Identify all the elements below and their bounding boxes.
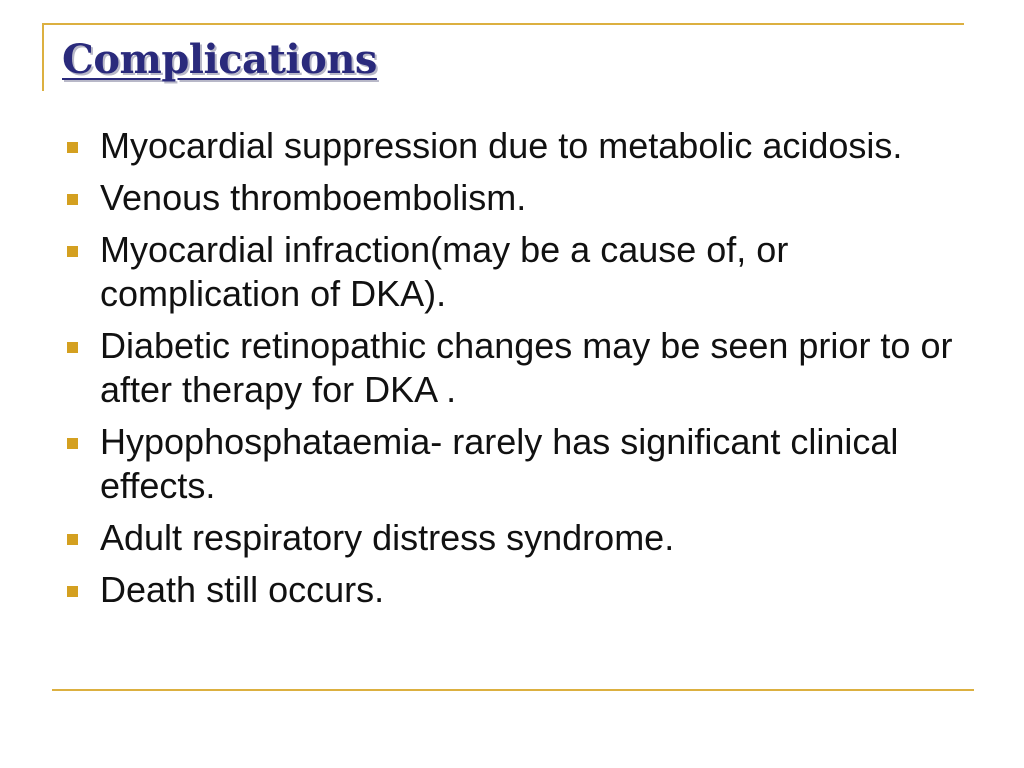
frame-left-rule bbox=[42, 23, 44, 91]
frame-top-rule bbox=[42, 23, 964, 25]
bullet-text: Diabetic retinopathic changes may be seen prior to or after therapy for DKA . bbox=[100, 325, 953, 410]
bullet-text: Death still occurs. bbox=[100, 569, 385, 610]
bullet-text: Myocardial suppression due to metabolic acidosis. bbox=[100, 125, 903, 166]
bullet-item bbox=[62, 228, 962, 316]
frame-bottom-rule bbox=[52, 689, 974, 691]
square-bullet-icon bbox=[67, 438, 78, 449]
bullet-text: Myocardial infraction(may be a cause of, or complication of DKA). bbox=[100, 229, 789, 314]
square-bullet-icon bbox=[67, 534, 78, 545]
bullet-item bbox=[62, 176, 962, 220]
bullet-list bbox=[62, 124, 962, 620]
square-bullet-icon bbox=[67, 586, 78, 597]
bullet-item bbox=[62, 420, 962, 508]
bullet-text: Venous thromboembolism. bbox=[100, 177, 527, 218]
bullet-item bbox=[62, 568, 962, 612]
bullet-item bbox=[62, 516, 962, 560]
square-bullet-icon bbox=[67, 342, 78, 353]
bullet-text: Adult respiratory distress syndrome. bbox=[100, 517, 675, 558]
bullet-item bbox=[62, 124, 962, 168]
square-bullet-icon bbox=[67, 246, 78, 257]
square-bullet-icon bbox=[67, 194, 78, 205]
bullet-item bbox=[62, 324, 962, 412]
slide-title: Complications bbox=[62, 36, 377, 83]
square-bullet-icon bbox=[67, 142, 78, 153]
bullet-text: Hypophosphataemia- rarely has significant clinical effects. bbox=[100, 421, 899, 506]
